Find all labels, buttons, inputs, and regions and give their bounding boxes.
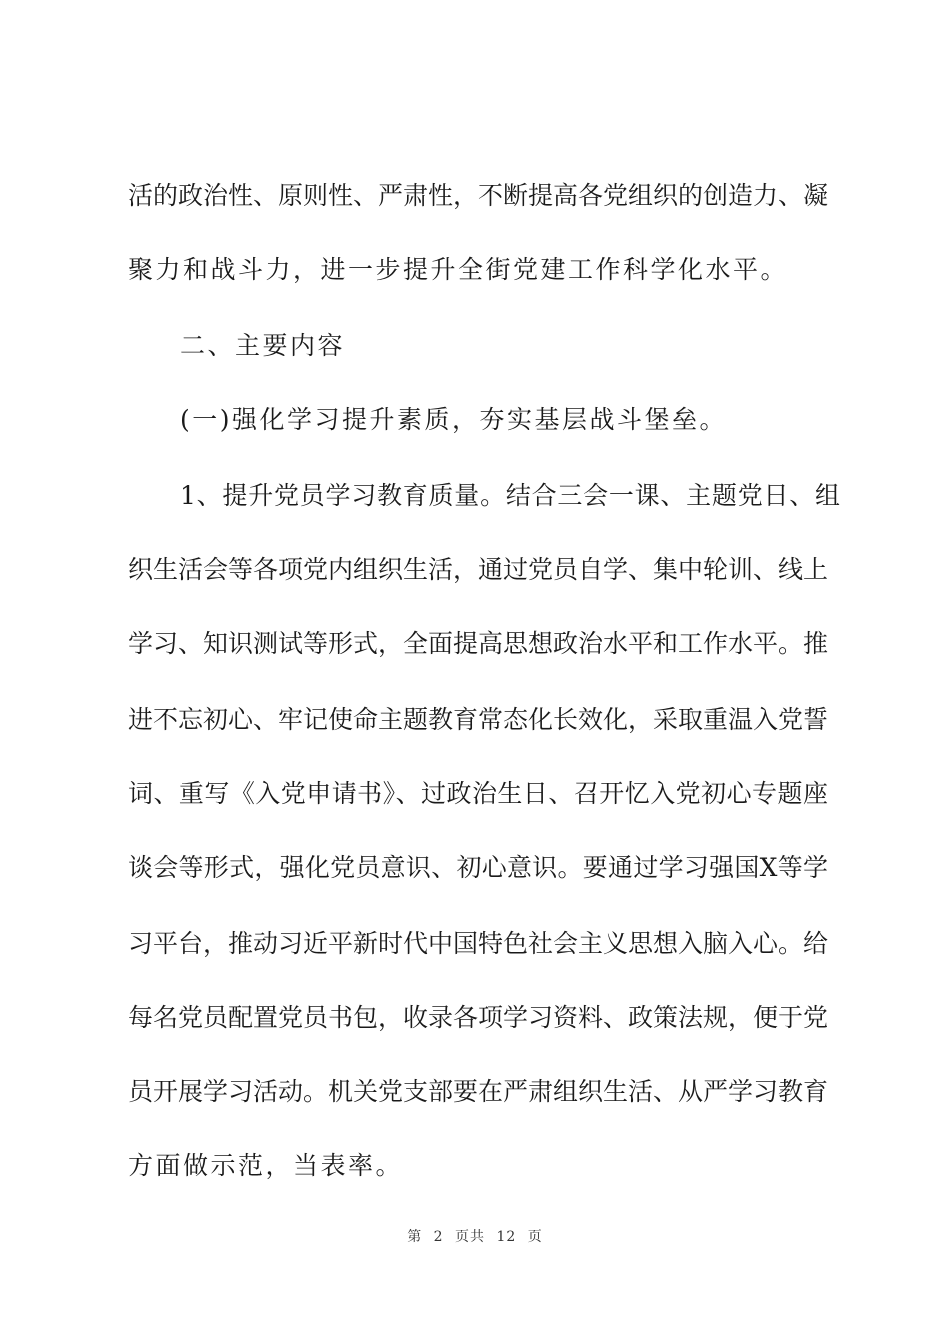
- section-heading: 二、主要内容: [180, 331, 346, 360]
- body-text-line-8: 进不忘初心、牢记使命主题教育常态化长效化，采取重温入党誓: [128, 705, 829, 734]
- body-text-line-1: 活的政治性、原则性、严肃性，不断提高各党组织的创造力、凝: [128, 181, 829, 210]
- body-text-line-7: 学习、知识测试等形式，全面提高思想政治水平和工作水平。推: [128, 629, 829, 658]
- body-text-line-9: 词、重写《入党申请书》、过政治生日、召开忆入党初心专题座: [128, 779, 828, 808]
- page-number-footer: 第 2 页共 12 页: [407, 1229, 543, 1245]
- body-text-line-5: 1、提升党员学习教育质量。结合三会一课、主题党日、组: [180, 481, 840, 510]
- body-text-line-14: 方面做示范，当表率。: [128, 1151, 404, 1180]
- subsection-heading: (一)强化学习提升素质，夯实基层战斗堡垒。: [180, 405, 728, 434]
- body-text-line-6: 织生活会等各项党内组织生活，通过党员自学、集中轮训、线上: [128, 555, 829, 584]
- body-text-line-13: 员开展学习活动。机关党支部要在严肃组织生活、从严学习教育: [128, 1077, 829, 1106]
- body-text-line-12: 每名党员配置党员书包，收录各项学习资料、政策法规，便于党: [128, 1003, 829, 1032]
- body-text-line-11: 习平台，推动习近平新时代中国特色社会主义思想入脑入心。给: [128, 929, 829, 958]
- body-text-line-10: 谈会等形式，强化党员意识、初心意识。要通过学习强国X等学: [128, 853, 828, 882]
- body-text-line-2: 聚力和战斗力，进一步提升全街党建工作科学化水平。: [128, 255, 789, 284]
